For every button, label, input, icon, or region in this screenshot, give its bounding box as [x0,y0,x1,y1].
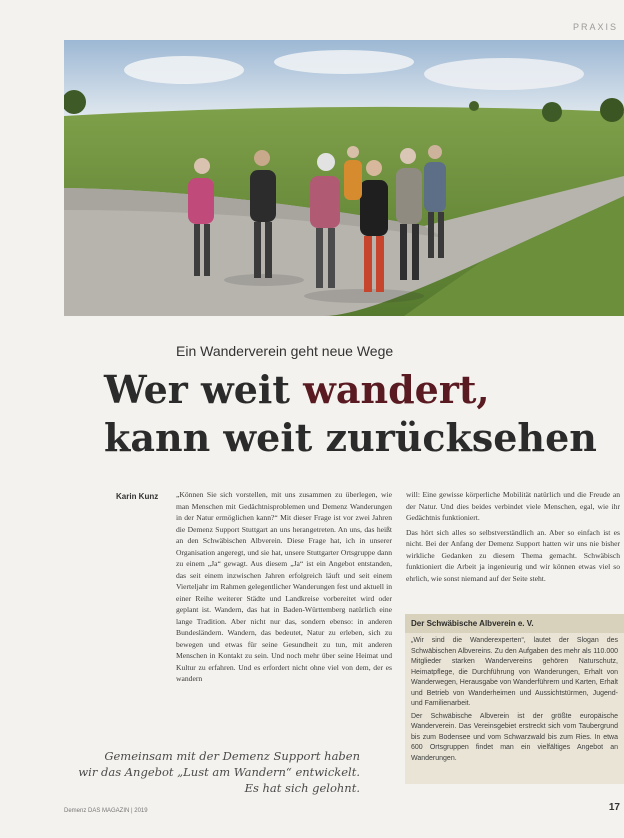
headline-line2: kann weit zurücksehen [104,415,597,460]
info-box-paragraph: „Wir sind die Wanderexperten“, lautet der Slogan des Schwäbischen Albvereins. Zu den Aufgaben des mehr als 110.000 Mitglieder starken Wandervereins gehören Naturschutz, Heimatpflege, die Durchführung von Wanderungen, Erhalt von Wanderwegen, Herausgabe von Wanderführern und Karten, Erhalt und Betrieb von Wanderheimen und Aussichtstürmen, Jugend- und Familienarbeit. [411,637,618,707]
article-column-1 [176,489,392,733]
article-column-2 [406,489,620,607]
section-tag: PRAXIS [572,22,618,32]
article-photo [64,40,624,316]
body-paragraph: „Können Sie sich vorstellen, mit uns zusammen zu überlegen, wie man Menschen mit Gedächtnisproblemen und Demenz Wanderungen in der Natur ermöglichen kann?“ Mit dieser Frage ist vor zwei Jahren die Demenz Support Stuttgart an uns herangetreten. An uns, das heißt an den Schwäbischen Albverein. Diese Frage hat, ich in unserer Organisation angeregt, und sie hat, unsere Stuttgarter Ortsgruppe dann zu einem „Ja“ gewagt. Aus diesem „Ja“ ist ein Angebot entstanden, das seit einem inzwischen Jahren erfolgreich läuft und seit einem Vierteljahr im Rahmen gelegentlicher Wanderungen fest und aktuell in einer Reihe weiterer Städte und Landkreise vorbereitet wird oder geplant ist. Wandern, das hat in Baden-Württemberg natürlich eine lange Tradition. Aber nicht nur das, sondern ebenso: in anderen Bundesländern. Wandern, das bedeutet, Natur zu erleben, sich zu bewegen und etwas für seine Gesundheit zu tun, mit anderen Menschen in Kontakt zu sein. Und noch mehr über seine Heimat und Kultur zu erfahren. Und es erfordert nicht ohne viel von dem, der es wandern [176,490,392,683]
footer-source: Demenz DAS MAGAZIN | 2019 [64,808,148,814]
headline-part1: Wer weit [104,367,304,412]
info-box [405,614,624,784]
page-number: 17 [608,802,620,813]
pull-quote-line: Gemeinsam mit der Demenz Support haben [104,749,360,763]
pull-quote [60,748,360,796]
pull-quote-line: Es hat sich gelohnt. [244,781,360,795]
pull-quote-line: wir das Angebot „Lust am Wandern“ entwickelt. [78,765,360,779]
info-box-title: Der Schwäbische Albverein e. V. [405,614,624,633]
article-author: Karin Kunz [116,492,159,501]
body-paragraph: will: Eine gewisse körperliche Mobilität natürlich und die Freude an der Natur. Und dies beides verbindet viele Menschen, egal, wie ihr Gedächtnis funktioniert. [406,490,620,522]
info-box-paragraph: Der Schwäbische Albverein ist der größte europäische Wanderverein. Das Vereinsgebiet erstreckt sich vom Taubergrund bis zum Bodensee und vom Schwarzwald bis zum Ries. In etwa 600 Ortsgruppen findet man ein vielfältiges Angebot an Wanderungen. [411,712,618,762]
headline-accent: wandert, [303,367,490,412]
article-headline [104,366,604,462]
body-paragraph: Das hört sich alles so selbstverständlich an. Aber so einfach ist es nicht. Bei der Anfang der Demenz Support hatten wir uns nie bisher wirkliche Gedanken zu diesem Thema gemacht. Schwäbisch funktioniert die Arbeit ja ingenieurig und wir können etwas viel so ehrlich, wie sonst niemand auf der Seite steht. [406,527,620,583]
article-kicker: Ein Wanderverein geht neue Wege [176,343,394,359]
info-box-body [405,633,624,769]
